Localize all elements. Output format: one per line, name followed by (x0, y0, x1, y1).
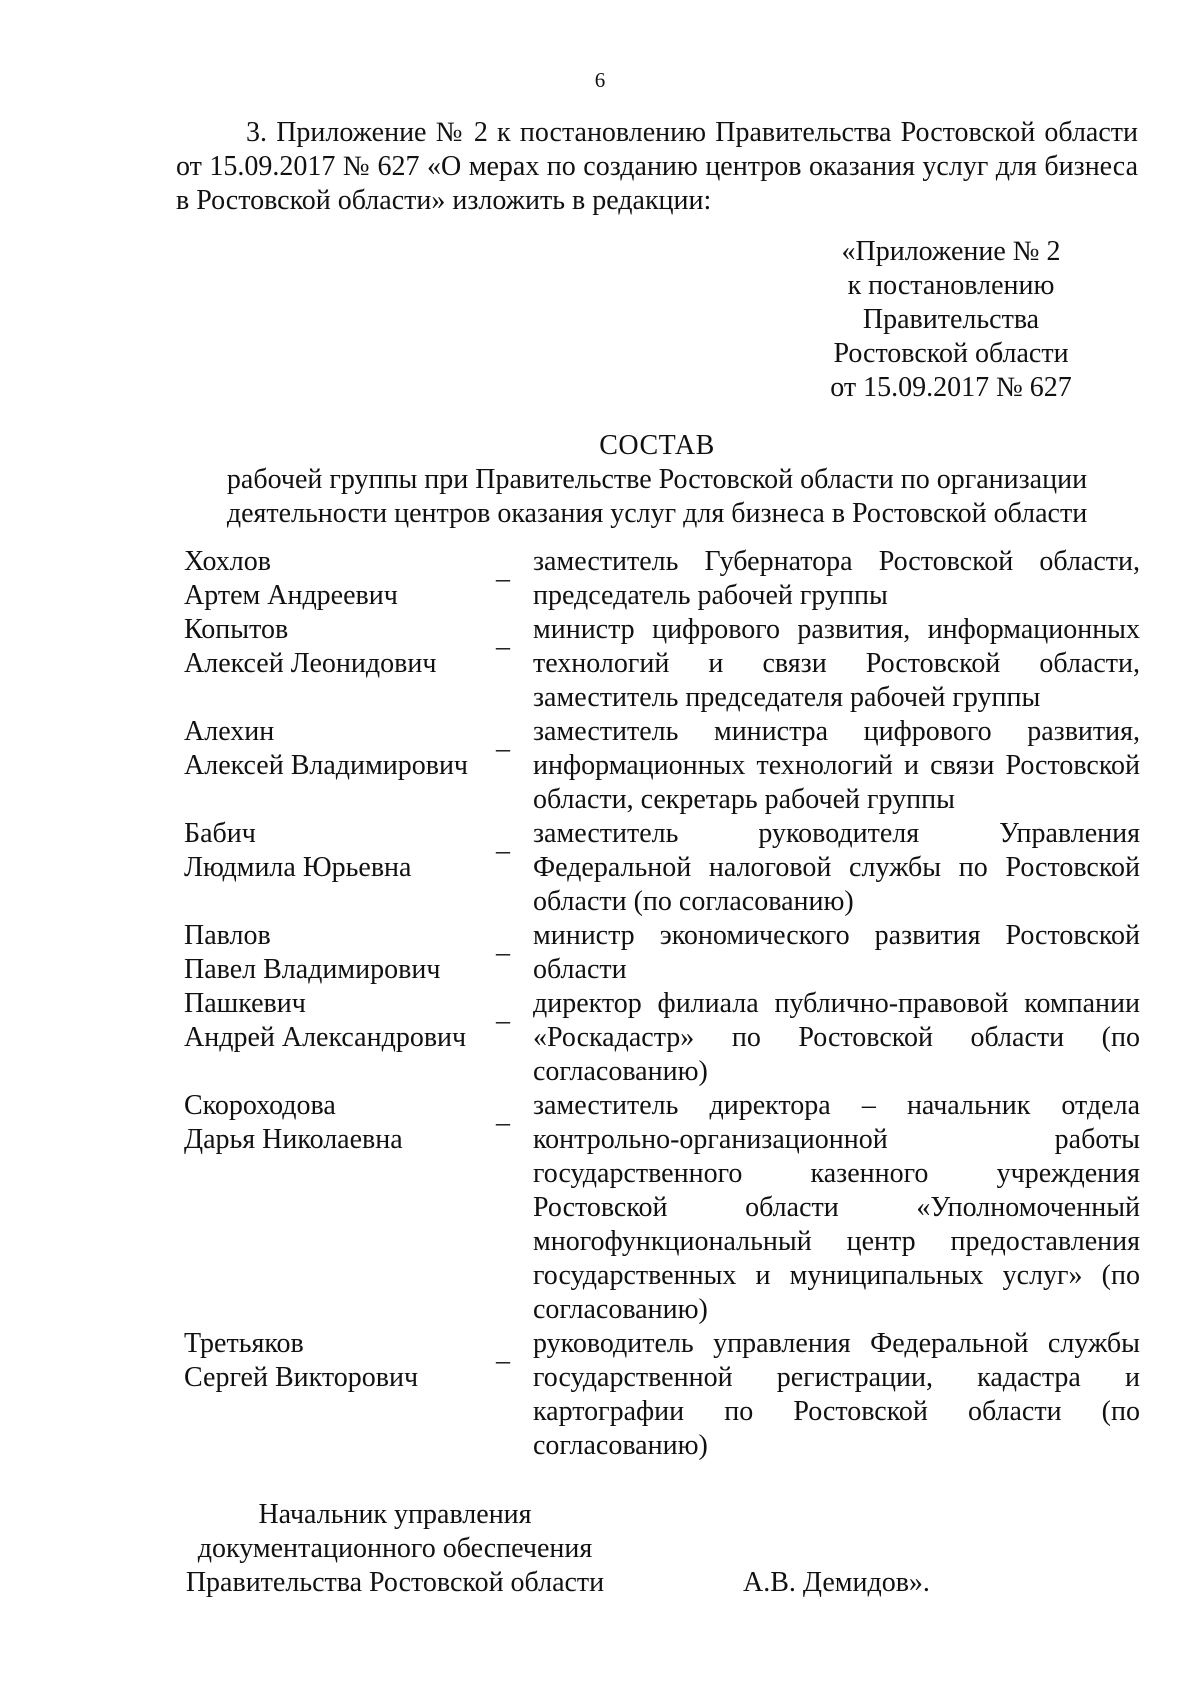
signatory-name: А.В. Демидов». (743, 1567, 930, 1598)
member-role: заместитель Губернатора Ростовской области, председатель рабочей группы (533, 546, 1140, 611)
dash-glyph: _ (496, 1098, 510, 1129)
member-given-name: Алексей Леонидович (184, 648, 437, 679)
member-role: заместитель директора – начальник отдела контрольно-организационной работы государственного казенного учреждения Ростовской области «Уполномоченный многофункциональный центр предоставления государственных и муниципальных услуг» (по согласованию) (533, 1090, 1140, 1325)
member-surname: Алехин (184, 716, 275, 747)
member-given-name: Павел Владимирович (184, 954, 441, 985)
appendix-line: к постановлению (847, 270, 1055, 301)
member-role: заместитель руководителя Управления Федеральной налоговой службы по Ростовской области (по согласованию) (533, 818, 1140, 917)
member-given-name: Артем Андреевич (184, 580, 398, 611)
member-role: министр цифрового развития, информационных технологий и связи Ростовской области, заместитель председателя рабочей группы (533, 614, 1140, 713)
member-entry (184, 987, 1140, 1089)
member-surname: Пашкевич (184, 988, 306, 1019)
member-name (184, 545, 494, 613)
member-name (184, 987, 494, 1055)
member-entry (184, 1089, 1140, 1327)
member-role: заместитель министра цифрового развития, информационных технологий и связи Ростовской области, секретарь рабочей группы (533, 716, 1140, 815)
dash-glyph: _ (496, 1336, 510, 1367)
member-dash (494, 919, 533, 959)
signatory-position-line: Правительства Ростовской области (185, 1567, 605, 1598)
dash-glyph: _ (496, 826, 510, 857)
appendix-line: от 15.09.2017 № 627 (830, 372, 1072, 403)
member-name (184, 817, 494, 885)
members-list (184, 545, 1140, 1463)
dash-glyph: _ (496, 554, 510, 585)
member-given-name: Сергей Викторович (184, 1362, 419, 1393)
member-dash (494, 987, 533, 1027)
heading-title: СОСТАВ (599, 430, 715, 461)
member-surname: Скороходова (184, 1090, 336, 1121)
member-role: директор филиала публично-правовой компании «Роскадастр» по Ростовской области (по согласованию) (533, 988, 1140, 1087)
member-surname: Бабич (184, 818, 256, 849)
member-name (184, 715, 494, 783)
heading-subtitle: рабочей группы при Правительстве Ростовской области по организации деятельности центров оказания услуг для бизнеса в Ростовской области (226, 464, 1088, 529)
member-role: министр экономического развития Ростовской области (533, 920, 1140, 985)
page-number: 6 (594, 68, 606, 92)
member-surname: Копытов (184, 614, 289, 645)
member-entry (184, 715, 1140, 817)
member-given-name: Людмила Юрьевна (184, 852, 412, 883)
appendix-line: «Приложение № 2 (841, 236, 1061, 267)
member-dash (494, 817, 533, 857)
member-entry (184, 919, 1140, 987)
member-surname: Павлов (184, 920, 271, 951)
member-name (184, 613, 494, 681)
signatory-position (175, 1498, 615, 1600)
intro-paragraph: 3. Приложение № 2 к постановлению Правительства Ростовской области от 15.09.2017 № 627 «О мерах по созданию центров оказания услуг для бизнеса в Ростовской области» изложить в редакции: (176, 117, 1138, 216)
signatory-position-line: Начальник управления (258, 1499, 532, 1530)
dash-glyph: _ (496, 928, 510, 959)
appendix-line: Ростовской области (833, 338, 1069, 369)
dash-glyph: _ (496, 996, 510, 1027)
member-name (184, 1327, 494, 1395)
member-surname: Хохлов (184, 546, 271, 577)
member-given-name: Дарья Николаевна (184, 1124, 403, 1155)
signatory-position-line: документационного обеспечения (197, 1533, 593, 1564)
appendix-line: Правительства (862, 304, 1040, 335)
member-entry (184, 817, 1140, 919)
member-dash (494, 715, 533, 755)
member-name (184, 919, 494, 987)
member-dash (494, 613, 533, 653)
member-given-name: Андрей Александрович (184, 1022, 467, 1053)
member-entry (184, 613, 1140, 715)
member-role: руководитель управления Федеральной службы государственной регистрации, кадастра и картографии по Ростовской области (по согласованию) (533, 1328, 1140, 1461)
member-name (184, 1089, 494, 1157)
dash-glyph: _ (496, 724, 510, 755)
document-heading (176, 429, 1138, 531)
appendix-header (806, 235, 1096, 405)
intro-section (176, 116, 1138, 218)
member-entry (184, 1327, 1140, 1463)
member-given-name: Алексей Владимирович (184, 750, 469, 781)
dash-glyph: _ (496, 622, 510, 653)
member-dash (494, 545, 533, 585)
member-surname: Третьяков (184, 1328, 304, 1359)
member-dash (494, 1327, 533, 1367)
member-entry (184, 545, 1140, 613)
member-dash (494, 1089, 533, 1129)
